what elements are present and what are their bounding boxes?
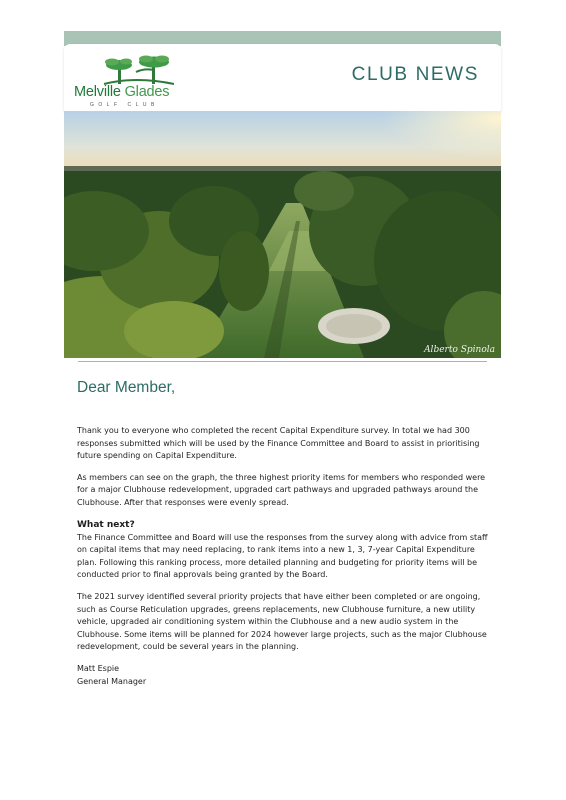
- logo-subtitle: GOLF CLUB: [90, 102, 159, 108]
- signoff: [77, 663, 489, 688]
- paragraph-graph-summary: As members can see on the graph, the three highest priority items for members who responded were for a major Clubhouse redevelopment, upgraded cart pathways and upgraded pathways around the Clubhouse. After that responses were evenly spread.: [77, 472, 486, 507]
- paragraph-next-steps: The Finance Committee and Board will use the responses from the survey along with advice from staff on capital items that may need replacing, to rank items into a new 1, 3, 7-year Capital Expenditure plan. Following this ranking process, more detailed planning and budgeting for priority items will be conducted prior to final approvals being granted by the Board.: [77, 532, 488, 580]
- paragraph-intro: Thank you to everyone who completed the recent Capital Expenditure survey. In total we had 300 responses submitted which will be used by the Finance Committee and Board to assist in prioritising future spending on Capital Expenditure.: [77, 426, 480, 461]
- paragraph-2021-survey: The 2021 survey identified several priority projects that have either been completed or are ongoing, such as Course Reticulation upgrades, greens replacements, new Clubhouse furniture, a new utility vehicle, upgraded air conditioning system within the Clubhouse and a new audio system in the Clubhouse. Some items will be planned for 2024 however large projects, such as the major Clubhouse redevelopment, could be several years in the planning.: [77, 591, 487, 652]
- photographer-signature: Alberto Spinola: [424, 345, 495, 355]
- hero-photo: [64, 111, 501, 358]
- tree-logo-icon: [74, 54, 204, 88]
- greeting-heading: Dear Member,: [77, 379, 176, 396]
- logo-wordmark: Melville Glades: [74, 84, 170, 100]
- heading-what-next: What next?: [77, 519, 135, 530]
- section-divider: [78, 361, 487, 362]
- newsletter-header: [64, 44, 501, 111]
- club-logo: [74, 54, 204, 108]
- page-title: CLUB NEWS: [351, 64, 479, 85]
- golf-course-aerial-image: [64, 111, 501, 358]
- signoff-name: Matt Espie: [77, 663, 120, 673]
- letter-body: [77, 425, 489, 688]
- signoff-title: General Manager: [77, 676, 147, 686]
